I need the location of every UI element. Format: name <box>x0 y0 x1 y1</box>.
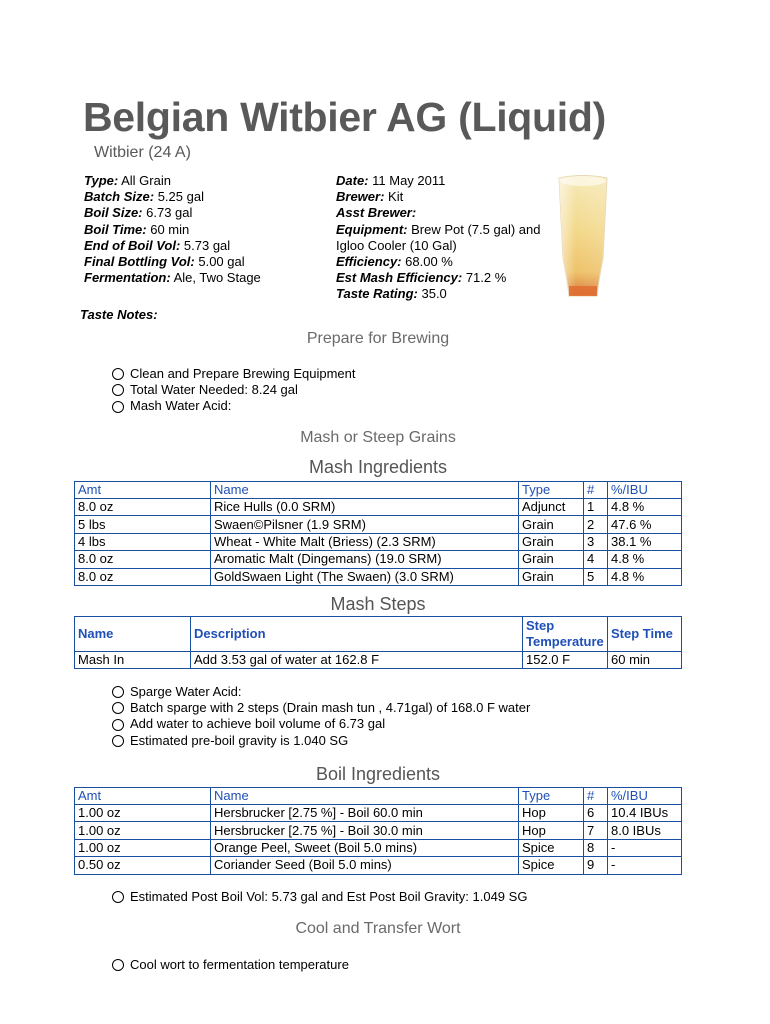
detail-row: Batch Size: 5.25 gal <box>84 189 204 205</box>
detail-row: Equipment: Brew Pot (7.5 gal) and <box>336 221 541 237</box>
checklist-item[interactable]: Add water to achieve boil volume of 6.73 gal <box>112 716 530 732</box>
table-row: Mash In Add 3.53 gal of water at 162.8 F 152.0 F 60 min <box>75 652 682 669</box>
column-header-type: Type <box>519 482 584 499</box>
checkbox-circle-icon[interactable] <box>112 368 124 380</box>
checkbox-circle-icon[interactable] <box>112 401 124 413</box>
checklist-item[interactable]: Estimated pre-boil gravity is 1.040 SG <box>112 733 530 749</box>
detail-row: Final Bottling Vol: 5.00 gal <box>84 254 245 270</box>
section-mash-steps: Mash Steps <box>330 594 426 614</box>
detail-row: Type: All Grain <box>84 173 171 188</box>
checklist-item[interactable]: Cool wort to fermentation temperature <box>112 957 349 973</box>
recipe-style: Witbier (24 A) <box>94 144 191 161</box>
column-header-number: # <box>584 482 608 499</box>
sparge-checklist <box>112 684 530 749</box>
detail-row: End of Boil Vol: 5.73 gal <box>84 237 231 253</box>
column-header-step-temperature: Step Temperature <box>523 617 608 652</box>
detail-row: Boil Time: 60 min <box>84 221 190 237</box>
mash-ingredients-table <box>74 481 682 586</box>
table-row: 4 lbs Wheat - White Malt (Briess) (2.3 SRM) Grain 3 38.1 % <box>75 533 682 550</box>
detail-row: Igloo Cooler (10 Gal) <box>336 237 457 253</box>
column-header-percent-ibu: %/IBU <box>608 482 682 499</box>
detail-row: Brewer: Kit <box>336 189 404 205</box>
detail-row: Boil Size: 6.73 gal <box>84 205 193 221</box>
detail-row: Est Mash Efficiency: 71.2 % <box>336 270 507 286</box>
table-row: 1.00 oz Hersbrucker [2.75 %] - Boil 30.0 min Hop 7 8.0 IBUs <box>75 822 682 839</box>
section-mash-ingredients: Mash Ingredients <box>308 457 448 477</box>
cool-checklist <box>112 957 349 973</box>
column-header-type: Type <box>519 788 584 805</box>
column-header-step-time: Step Time <box>608 617 682 652</box>
detail-row: Date: 11 May 2011 <box>336 173 446 188</box>
checkbox-circle-icon[interactable] <box>112 384 124 396</box>
checklist-item[interactable]: Sparge Water Acid: <box>112 684 530 700</box>
column-header-description: Description <box>191 617 523 652</box>
details-left <box>84 173 261 286</box>
table-row: 8.0 oz GoldSwaen Light (The Swaen) (3.0 SRM) Grain 5 4.8 % <box>75 568 682 585</box>
checklist-item[interactable]: Estimated Post Boil Vol: 5.73 gal and Est Post Boil Gravity: 1.049 SG <box>112 889 527 905</box>
detail-row: Fermentation: Ale, Two Stage <box>84 270 261 286</box>
detail-row: Efficiency: 68.00 % <box>336 254 453 270</box>
checklist-item[interactable]: Mash Water Acid: <box>112 398 355 414</box>
section-prepare-for-brewing: Prepare for Brewing <box>306 330 450 347</box>
checklist-item[interactable]: Clean and Prepare Brewing Equipment <box>112 366 355 382</box>
checklist-item[interactable]: Total Water Needed: 8.24 gal <box>112 382 355 398</box>
table-row: 1.00 oz Orange Peel, Sweet (Boil 5.0 mins) Spice 8 - <box>75 839 682 856</box>
details-right <box>336 173 540 303</box>
checkbox-circle-icon[interactable] <box>112 735 124 747</box>
table-row: 5 lbs Swaen©Pilsner (1.9 SRM) Grain 2 47.6 % <box>75 516 682 533</box>
post-boil-checklist <box>112 889 527 905</box>
checkbox-circle-icon[interactable] <box>112 702 124 714</box>
table-row: 8.0 oz Rice Hulls (0.0 SRM) Adjunct 1 4.8 % <box>75 499 682 516</box>
section-cool-and-transfer: Cool and Transfer Wort <box>295 920 461 937</box>
column-header-name: Name <box>211 788 519 805</box>
column-header-percent-ibu: %/IBU <box>608 788 682 805</box>
column-header-number: # <box>584 788 608 805</box>
recipe-title: Belgian Witbier AG (Liquid) <box>83 94 606 140</box>
table-header-row <box>75 788 682 805</box>
detail-row: Asst Brewer: <box>336 205 417 221</box>
checkbox-circle-icon[interactable] <box>112 959 124 971</box>
beer-glass-image <box>557 174 609 300</box>
table-row: 0.50 oz Coriander Seed (Boil 5.0 mins) Spice 9 - <box>75 857 682 874</box>
column-header-name: Name <box>211 482 519 499</box>
taste-notes-label: Taste Notes: <box>80 307 158 322</box>
boil-ingredients-table <box>74 787 682 875</box>
prepare-checklist <box>112 366 355 415</box>
detail-row: Taste Rating: 35.0 <box>336 286 447 302</box>
checkbox-circle-icon[interactable] <box>112 686 124 698</box>
table-header-row <box>75 482 682 499</box>
table-row: 1.00 oz Hersbrucker [2.75 %] - Boil 60.0 min Hop 6 10.4 IBUs <box>75 805 682 822</box>
table-row: 8.0 oz Aromatic Malt (Dingemans) (19.0 SRM) Grain 4 4.8 % <box>75 551 682 568</box>
table-header-row <box>75 617 682 652</box>
mash-steps-table <box>74 616 682 669</box>
column-header-name: Name <box>75 617 191 652</box>
checkbox-circle-icon[interactable] <box>112 891 124 903</box>
column-header-amt: Amt <box>75 482 211 499</box>
column-header-amt: Amt <box>75 788 211 805</box>
checkbox-circle-icon[interactable] <box>112 719 124 731</box>
section-mash-or-steep: Mash or Steep Grains <box>300 429 456 446</box>
checklist-item[interactable]: Batch sparge with 2 steps (Drain mash tun , 4.71gal) of 168.0 F water <box>112 700 530 716</box>
section-boil-ingredients: Boil Ingredients <box>315 764 441 784</box>
